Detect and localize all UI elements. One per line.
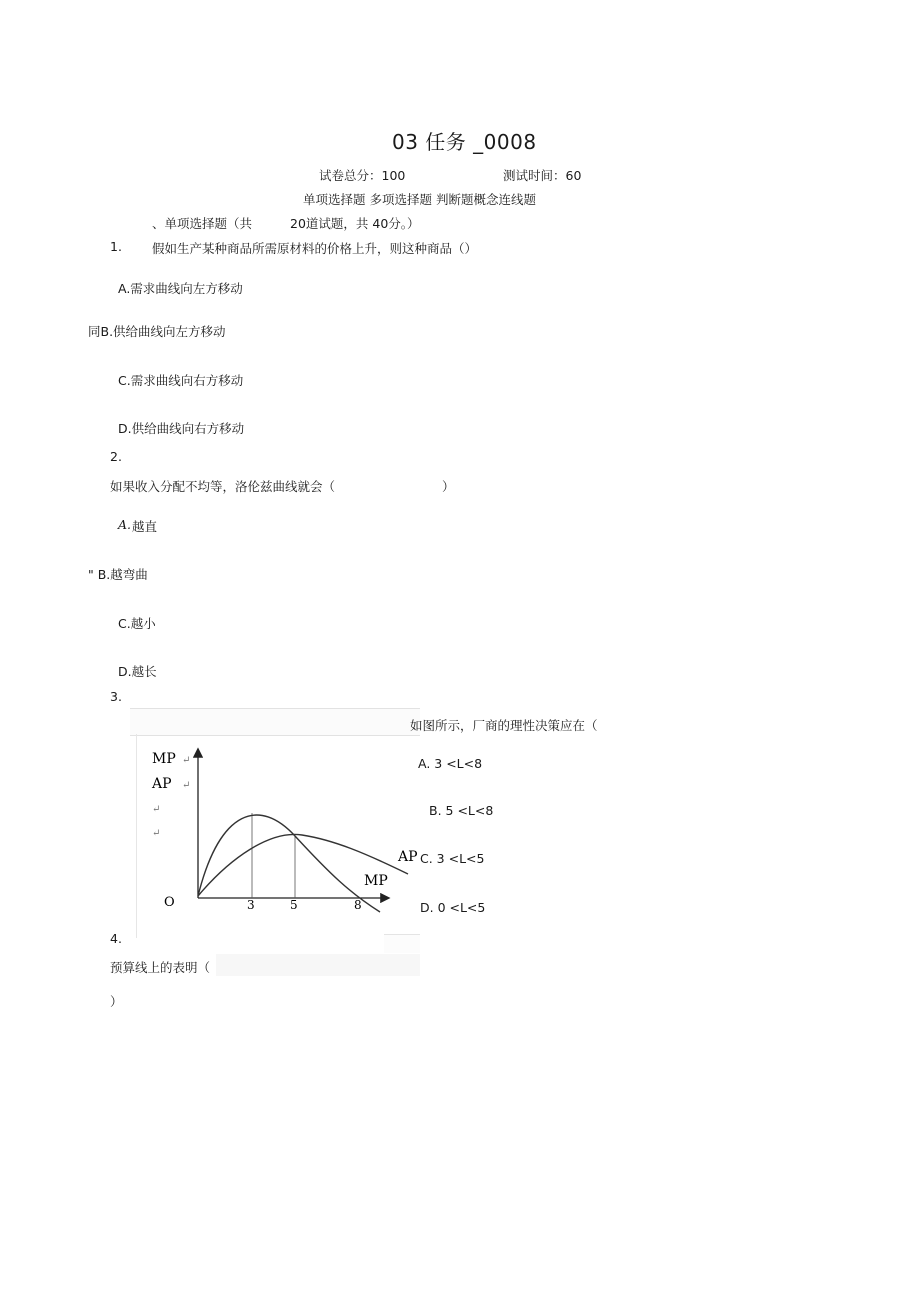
option-a[interactable]: A.需求曲线向左方移动 — [118, 281, 243, 296]
y-label-mp: MP — [152, 751, 176, 767]
question-text: 如果收入分配不均等，洛伦兹曲线就会（ — [110, 479, 336, 494]
return-mark-icon: ↵ — [152, 828, 161, 839]
option-a-text[interactable]: 越直 — [132, 519, 158, 534]
question-number: 2. — [110, 449, 122, 464]
option-c[interactable]: C. 3 <L<5 — [420, 851, 485, 866]
y-label-ap: AP — [152, 776, 172, 792]
ap-curve-label: AP — [398, 849, 418, 865]
question-text: 假如生产某种商品所需原材料的价格上升，则这种商品（） — [152, 241, 478, 256]
section-count: 20道试题，共 40分。） — [290, 216, 420, 231]
question-number: 1. — [110, 239, 122, 254]
question-close-paren: ） — [110, 994, 123, 1009]
option-b[interactable]: B. 5 <L<8 — [429, 803, 494, 818]
page-title: 03 任务 _0008 — [392, 130, 537, 154]
question-text: 预算线上的表明（ — [110, 960, 211, 975]
x-tick-3: 3 — [247, 898, 255, 912]
question-close-paren: ） — [442, 479, 455, 494]
question-number: 4. — [110, 931, 122, 946]
option-d[interactable]: D. 0 <L<5 — [420, 900, 486, 915]
option-c[interactable]: C.需求曲线向右方移动 — [118, 373, 244, 388]
option-b[interactable]: 同B.供给曲线向左方移动 — [88, 324, 226, 339]
option-a-letter[interactable]: A. — [118, 517, 132, 532]
test-time: 测试时间：60 — [503, 168, 582, 183]
production-figure — [130, 708, 420, 952]
question-text: 如图所示，厂商的理性决策应在（ — [410, 718, 598, 733]
x-tick-5: 5 — [290, 898, 298, 912]
total-score: 试卷总分：100 — [319, 168, 406, 183]
return-mark-icon: ↵ — [182, 755, 191, 766]
origin-label: O — [164, 895, 175, 910]
question-4-strip — [216, 954, 420, 976]
mp-ap-chart — [130, 708, 420, 952]
section-list: 单项选择题 多项选择题 判断题概念连线题 — [303, 192, 536, 207]
option-d[interactable]: D.越长 — [118, 664, 157, 679]
option-b[interactable]: " B.越弯曲 — [88, 567, 148, 582]
mp-curve-label: MP — [364, 873, 388, 889]
return-mark-icon: ↵ — [182, 780, 191, 791]
return-mark-icon: ↵ — [152, 804, 161, 815]
x-tick-8: 8 — [354, 898, 362, 912]
option-a[interactable]: A. 3 <L<8 — [418, 756, 483, 771]
option-d[interactable]: D.供给曲线向右方移动 — [118, 421, 245, 436]
option-c[interactable]: C.越小 — [118, 616, 156, 631]
section-label: 、单项选择题（共 — [152, 216, 253, 231]
question-number: 3. — [110, 689, 122, 704]
